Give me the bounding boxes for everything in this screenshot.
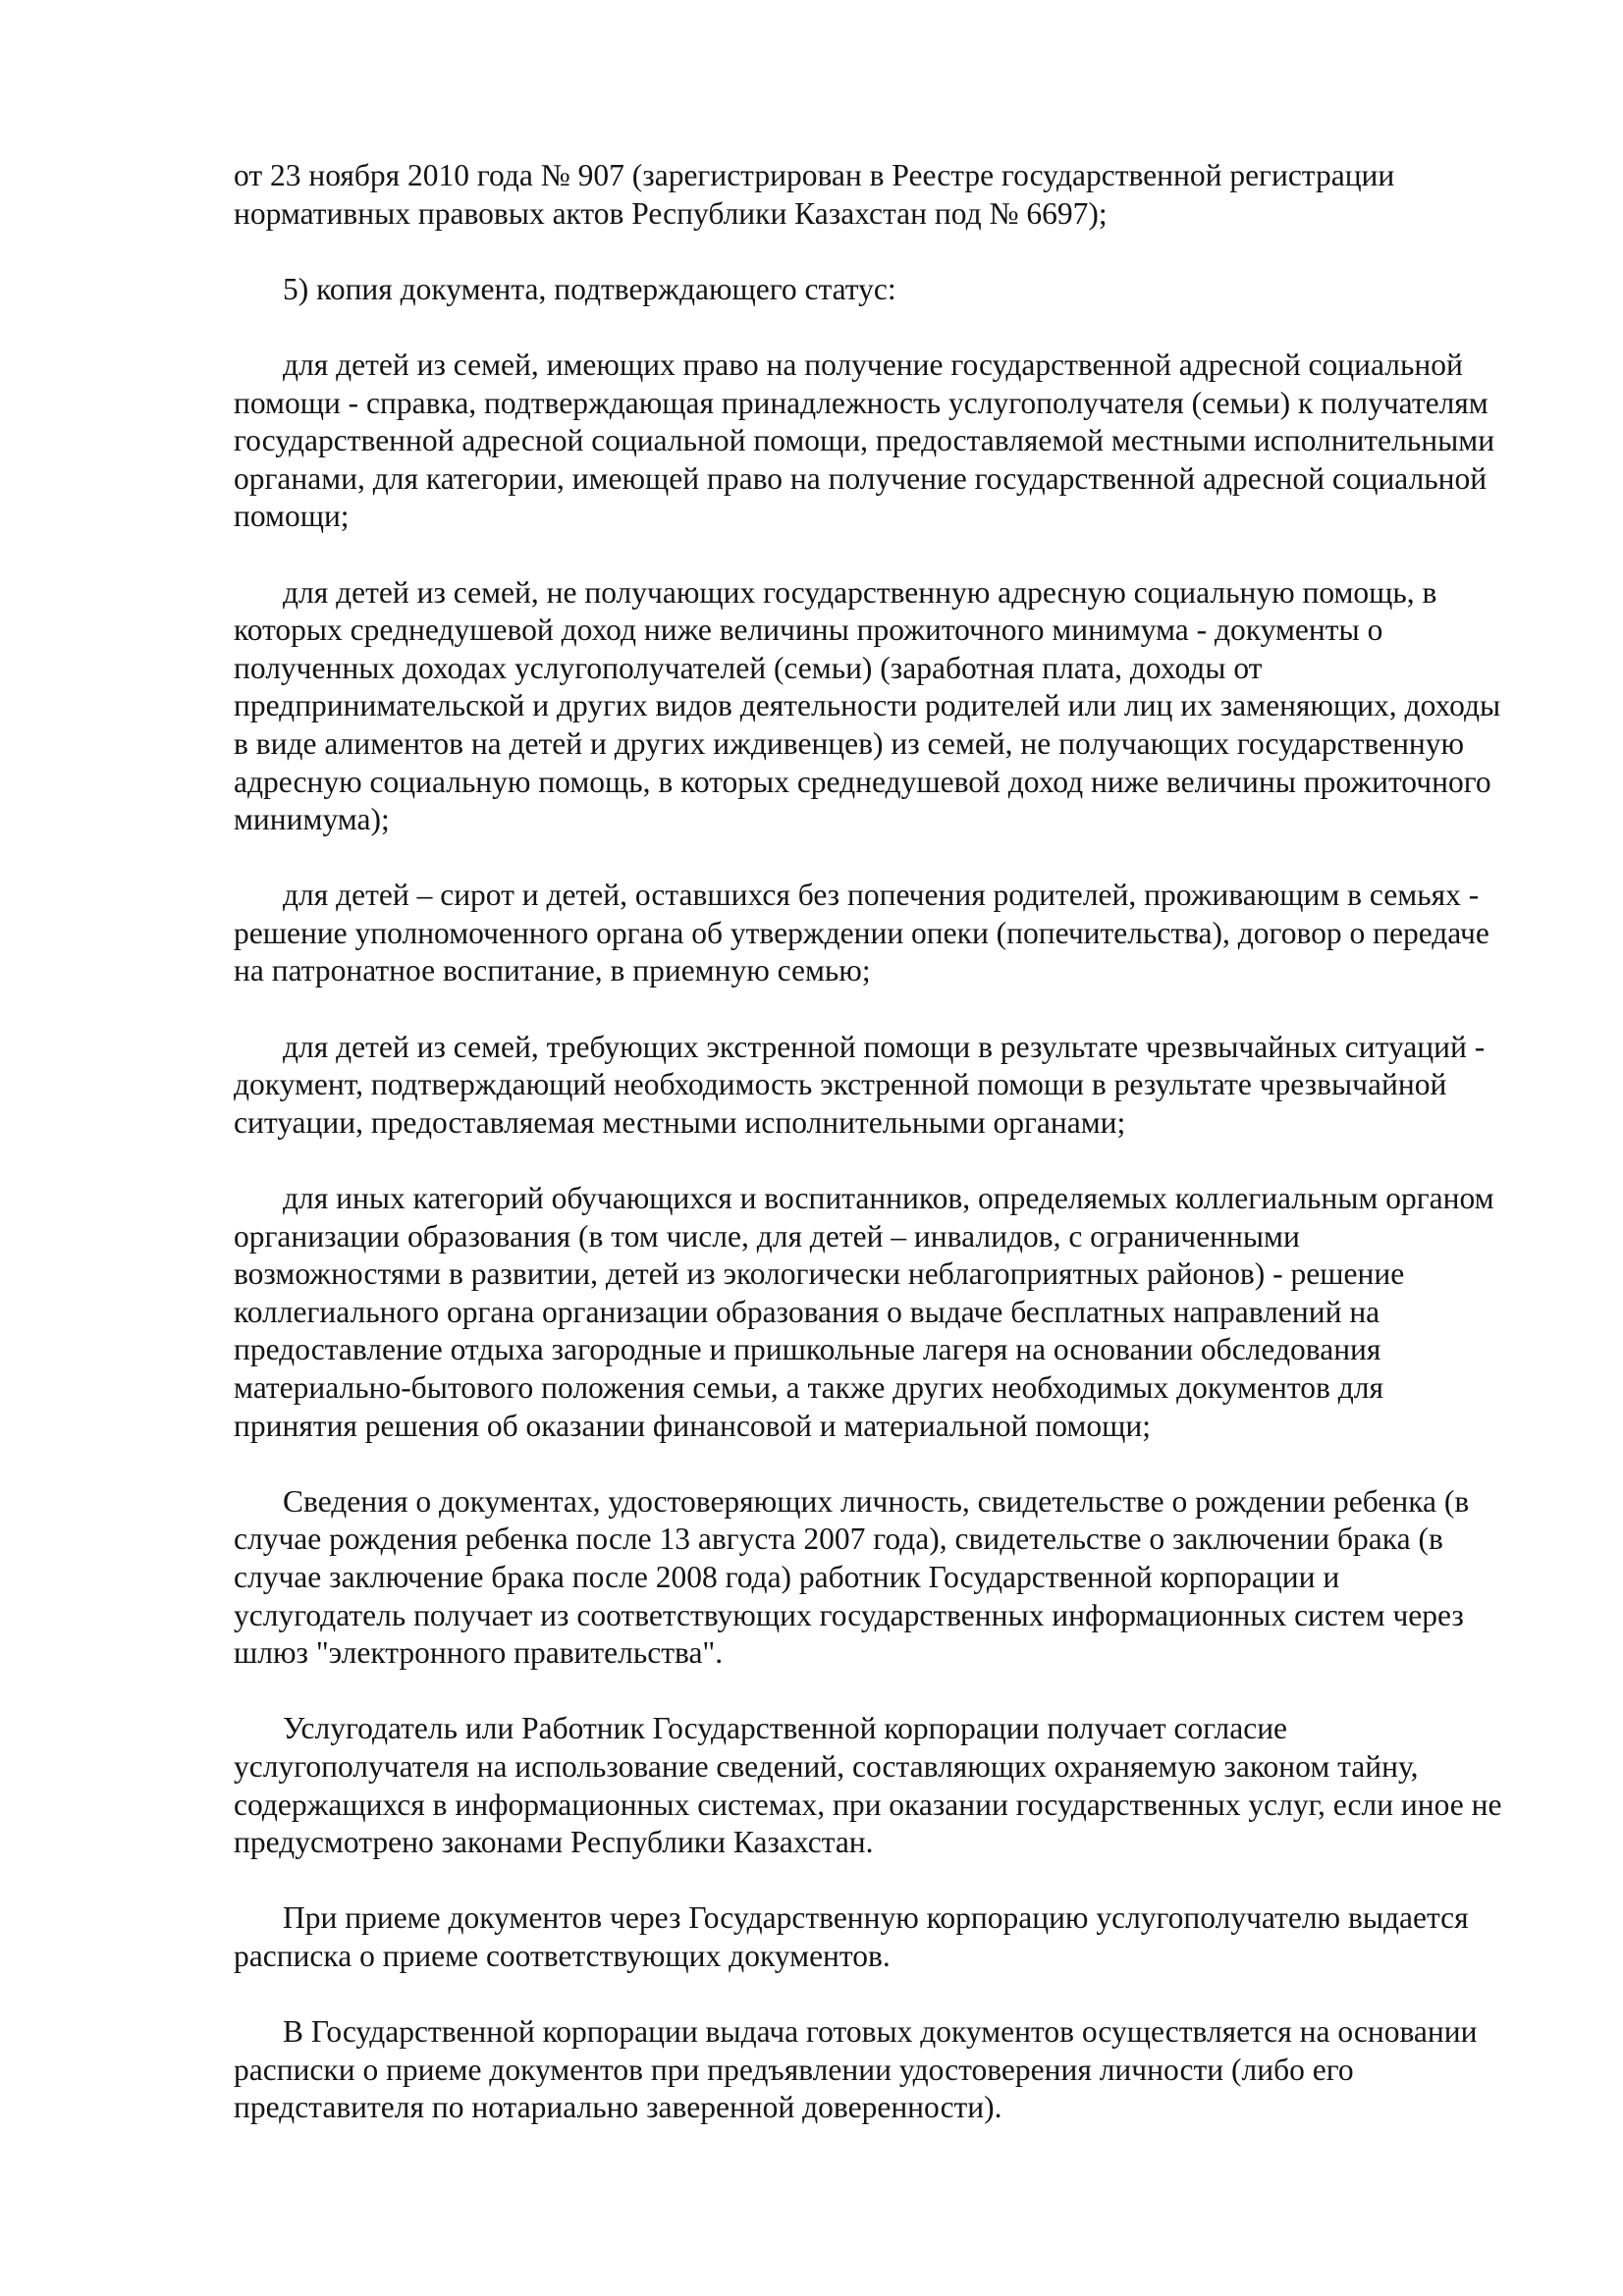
paragraph-consent: Услугодатель или Работник Государственной корпорации получает согласие услугополучателя на использование сведений, составляющих охраняемую законом тайну, содержащихся в информационных системах, при оказании государственных услуг, если иное не предусмотрено законами Республики Казахстан.: [234, 1711, 1502, 1860]
paragraph-item-5-status-copy: 5) копия документа, подтверждающего статус:: [283, 271, 896, 306]
paragraph-emergency-situations: для детей из семей, требующих экстренной помощи в результате чрезвычайных ситуаций - документ, подтверждающий необходимость экстренной помощи в результате чрезвычайной ситуации, предоставляемая местными исполнительными органами;: [234, 1029, 1486, 1140]
paragraph-other-categories: для иных категорий обучающихся и воспитанников, определяемых коллегиальным органом организации образования (в том числе, для детей – инвалидов, с ограниченными возможностями в развитии, детей из экологически неблагоприятных районов) - решение коллегиального органа организации образования о выдаче бесплатных направлений на предоставление отдыха загородные и пришкольные лагеря на основании обследования материально-бытового положения семьи, а также других необходимых документов для принятия решения об оказании финансовой и материальной помощи;: [234, 1181, 1494, 1443]
paragraph-order-reference: от 23 ноября 2010 года № 907 (зарегистрирован в Реестре государственной регистрации нормативных правовых актов Республики Казахстан под № 6697);: [234, 158, 1395, 231]
paragraph-identity-documents: Сведения о документах, удостоверяющих личность, свидетельстве о рождении ребенка (в случае рождения ребенка после 13 августа 2007 года), свидетельстве о заключении брака (в случае заключение брака после 2008 года) работник Государственной корпорации и услугодатель получает из соответствующих государственных информационных систем через шлюз "электронного правительства".: [234, 1483, 1470, 1671]
paragraph-receipt-issuance: При приеме документов через Государственную корпорацию услугополучателю выдается расписка о приеме соответствующих документов.: [234, 1900, 1469, 1973]
paragraph-document-delivery: В Государственной корпорации выдача готовых документов осуществляется на основании расписки о приеме документов при предъявлении удостоверения личности (либо его представителя по нотариально заверенной доверенности).: [234, 2014, 1478, 2125]
paragraph-targeted-social-assistance: для детей из семей, имеющих право на получение государственной адресной социальной помощи - справка, подтверждающая принадлежность услугополучателя (семьи) к получателям государственной адресной социальной помощи, предоставляемой местными исполнительными органами, для категории, имеющей право на получение государственной адресной социальной помощи;: [234, 347, 1495, 534]
paragraph-below-subsistence-minimum: для детей из семей, не получающих государственную адресную социальную помощь, в которых среднедушевой доход ниже величины прожиточного минимума - документы о полученных доходах услугополучателей (семьи) (заработная плата, доходы от предпринимательской и других видов деятельности родителей или лиц их заменяющих, доходы в виде алиментов на детей и других иждивенцев) из семей, не получающих государственную адресную социальную помощь, в которых среднедушевой доход ниже величины прожиточного минимума);: [234, 574, 1501, 837]
paragraph-orphans: для детей – сирот и детей, оставшихся без попечения родителей, проживающим в семьях - решение уполномоченного органа об утверждении опеки (попечительства), договор о передаче на патронатное воспитание, в приемную семью;: [234, 878, 1489, 988]
document-body: [234, 157, 1510, 2164]
